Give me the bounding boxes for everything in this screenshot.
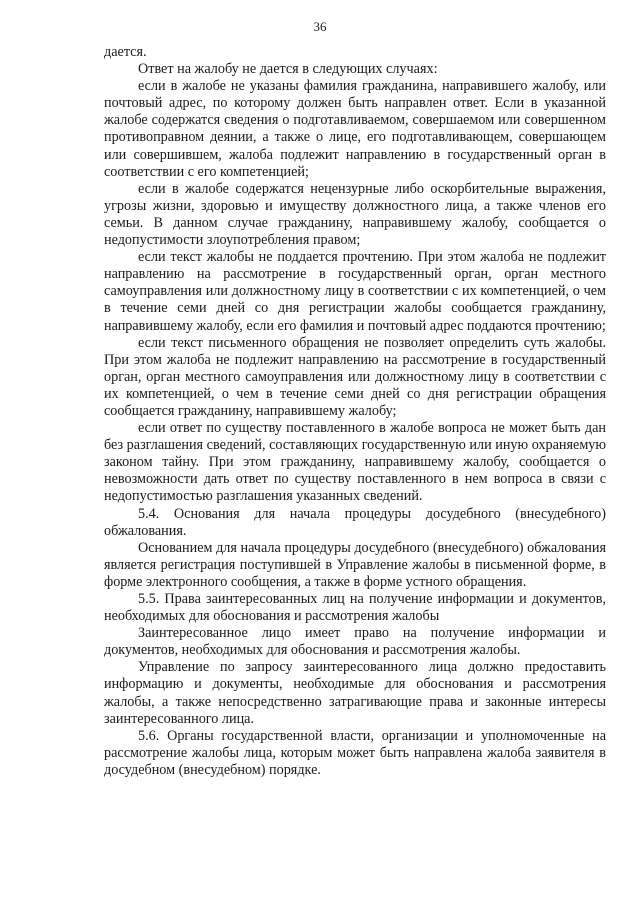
paragraph: 5.5. Права заинтересованных лиц на получение информации и документов, необходимых для обоснования и рассмотрения жалобы	[104, 591, 606, 625]
paragraph: Основанием для начала процедуры досудебного (внесудебного) обжалования является регистрация поступившей в Управление жалобы в письменной форме, в форме электронного сообщения, а также в форме устного обращения.	[104, 539, 606, 590]
paragraph: если ответ по существу поставленного в жалобе вопроса не может быть дан без разглашения сведений, составляющих государственную или иную охраняемую законом тайну. При этом гражданину, направившему жалобу, сообщается о невозможности дать ответ по существу поставленного в нем вопроса в связи с недопустимостью разглашения указанных сведений.	[104, 420, 606, 505]
paragraph: дается.	[104, 44, 147, 60]
paragraph: Управление по запросу заинтересованного лица должно предоставить информацию и документы, необходимые для обоснования и рассмотрения жалобы, а также непосредственно затрагивающие права и законные интересы заинтересованного лица.	[104, 659, 606, 727]
paragraph: если в жалобе не указаны фамилия гражданина, направившего жалобу, или почтовый адрес, по которому должен быть направлен ответ. Если в указанной жалобе содержатся сведения о подготавливаемом, совершаемом или совершенном противоправном деянии, а также о лице, его подготавливающем, совершающем или совершившем, жалоба подлежит направлению в государственный орган в соответствии с его компетенцией;	[104, 78, 606, 180]
paragraph: 5.4. Основания для начала процедуры досудебного (внесудебного) обжалования.	[104, 505, 606, 539]
paragraph: если текст письменного обращения не позволяет определить суть жалобы. При этом жалоба не подлежит направлению на рассмотрение в государственный орган, орган местного самоуправления или должностному лицу в соответствии с их компетенцией, о чем в течение семи дней со дня регистрации обращения сообщается гражданину, направившему жалобу;	[104, 334, 606, 419]
paragraph: если в жалобе содержатся нецензурные либо оскорбительные выражения, угрозы жизни, здоровью и имуществу должностного лица, а также членов его семьи. В данном случае гражданину, направившему жалобу, сообщается о недопустимости злоупотребления правом;	[104, 180, 606, 249]
paragraph: Заинтересованное лицо имеет право на получение информации и документов, необходимых для обоснования и рассмотрения жалобы.	[104, 625, 606, 659]
paragraph: если текст жалобы не поддается прочтению. При этом жалоба не подлежит направлению на рассмотрение в государственный орган, орган местного самоуправления или должностному лицу в соответствии с их компетенцией, о чем в течение семи дней со дня регистрации жалобы сообщается гражданину, направившему жалобу, если его фамилия и почтовый адрес поддаются прочтению;	[104, 249, 606, 334]
paragraph: 5.6. Органы государственной власти, организации и уполномоченные на рассмотрение жалобы лица, которым может быть направлена жалоба заявителя в досудебном (внесудебном) порядке.	[104, 727, 606, 778]
paragraph: Ответ на жалобу не дается в следующих случаях:	[138, 61, 438, 78]
page-number: 36	[313, 19, 327, 34]
document-body	[104, 44, 606, 779]
